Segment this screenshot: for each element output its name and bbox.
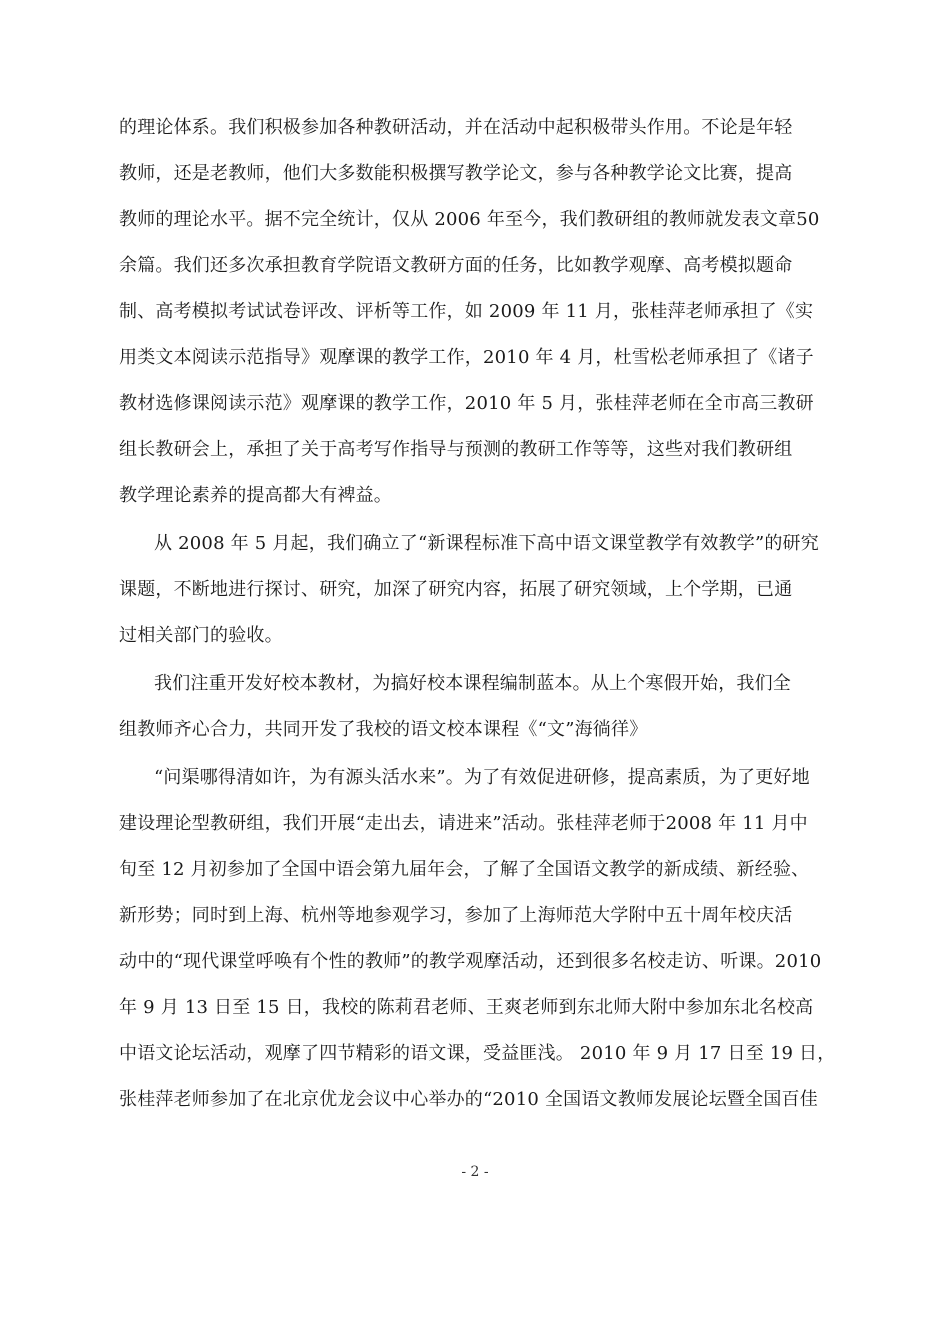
text-line: 余篇。我们还多次承担教育学院语文教研方面的任务，比如教学观摩、高考模拟题命 <box>119 255 793 276</box>
page-number: - 2 - <box>461 1164 489 1180</box>
text-line: 的理论体系。我们积极参加各种教研活动，并在活动中起积极带头作用。不论是年轻 <box>119 117 793 138</box>
text-line: 用类文本阅读示范指导》观摩课的教学工作，2010 年 4 月，杜雪松老师承担了《诸子 <box>119 347 814 368</box>
text-line: 建设理论型教研组，我们开展“走出去，请进来”活动。张桂萍老师于2008 年 11 月中 <box>119 813 808 834</box>
text-line: 教师的理论水平。据不完全统计，仅从 2006 年至今，我们教研组的教师就发表文章50 <box>119 209 820 230</box>
text-line: 中语文论坛活动，观摩了四节精彩的语文课，受益匪浅。 2010 年 9 月 17 日至 19 日， <box>119 1043 836 1064</box>
text-line: 组长教研会上，承担了关于高考写作指导与预测的教研工作等等，这些对我们教研组 <box>119 439 793 460</box>
text-line: 教师，还是老教师，他们大多数能积极撰写教学论文，参与各种教学论文比赛，提高 <box>119 163 793 184</box>
text-line: “问渠哪得清如许，为有源头活水来”。为了有效促进研修，提高素质，为了更好地 <box>154 767 810 788</box>
text-line: 组教师齐心合力，共同开发了我校的语文校本课程《“文”海徜徉》 <box>119 719 648 740</box>
text-line: 教学理论素养的提高都大有裨益。 <box>119 485 392 506</box>
text-line: 年 9 月 13 日至 15 日，我校的陈莉君老师、王爽老师到东北师大附中参加东北名校高 <box>119 997 814 1018</box>
text-line: 动中的“现代课堂呼唤有个性的教师”的教学观摩活动，还到很多名校走访、听课。2010 <box>119 951 822 972</box>
text-line: 课题，不断地进行探讨、研究，加深了研究内容，拓展了研究领域，上个学期，已通 <box>119 579 793 600</box>
text-line: 我们注重开发好校本教材，为搞好校本课程编制蓝本。从上个寒假开始，我们全 <box>154 673 791 694</box>
text-line: 张桂萍老师参加了在北京优龙会议中心举办的“2010 全国语文教师发展论坛暨全国百佳 <box>119 1089 818 1110</box>
text-line: 过相关部门的验收。 <box>119 625 283 646</box>
text-line: 教材选修课阅读示范》观摩课的教学工作，2010 年 5 月，张桂萍老师在全市高三教研 <box>119 393 814 414</box>
text-line: 旬至 12 月初参加了全国中语会第九届年会，了解了全国语文教学的新成绩、新经验、 <box>119 859 810 880</box>
text-line: 从 2008 年 5 月起，我们确立了“新课程标准下高中语文课堂教学有效教学”的研究 <box>154 533 819 554</box>
text-line: 新形势；同时到上海、杭州等地参观学习，参加了上海师范大学附中五十周年校庆活 <box>119 905 793 926</box>
text-line: 制、高考模拟考试试卷评改、评析等工作，如 2009 年 11 月，张桂萍老师承担了《实 <box>119 301 814 322</box>
